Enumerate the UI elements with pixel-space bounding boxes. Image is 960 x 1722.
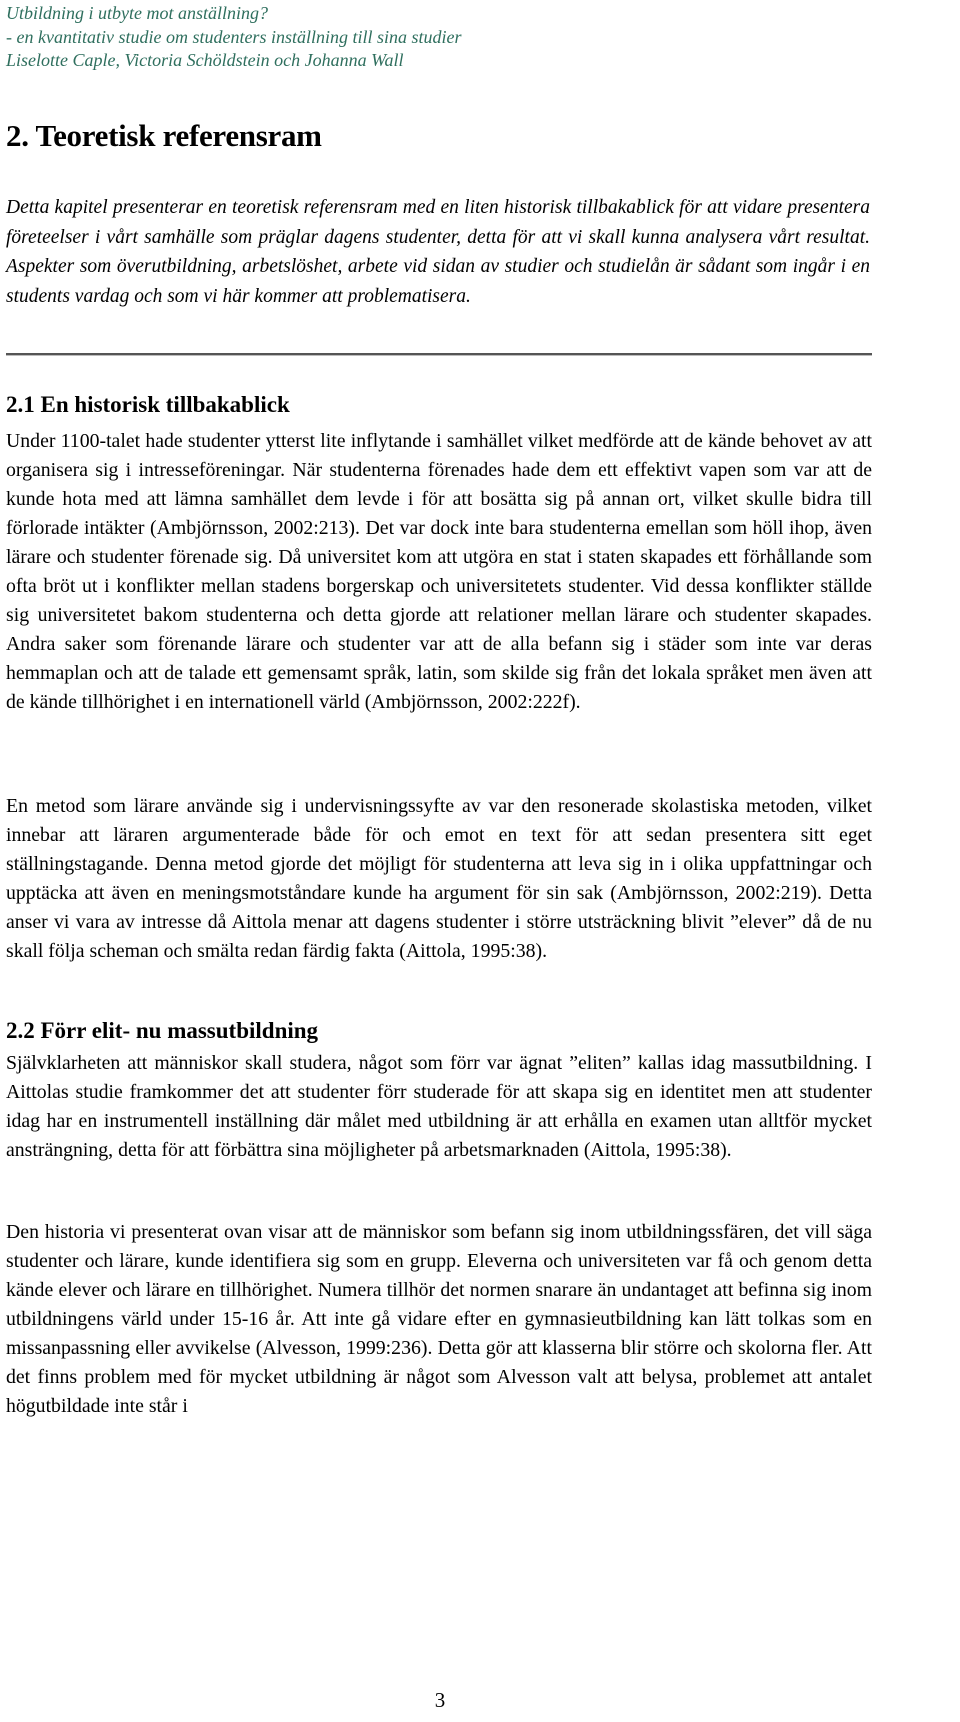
paragraph: Den historia vi presenterat ovan visar att de människor som befann sig inom utbildningssfären, det vill säga studenter och lärare, kunde identifiera sig som en grupp. Eleverna och universiteten var få och genom detta kände elever och lärare en tillhörighet. Numera tillhör det normen snarare än undantaget att befinna sig inom utbildningens värld under 15-16 år. Att inte gå vidare efter en gymnasieutbildning kan lätt tolkas som en missanpassning eller avvikelse (Alvesson, 1999:236). Detta gör att klasserna blir större och skolorna fler. Att det finns problem med för mycket utbildning är något som Alvesson valt att belysa, problemet att antalet högutbildade inte står i [6, 1221, 872, 1417]
page-number: 3 [434, 1688, 446, 1712]
section-heading-2-1: 2.1 En historisk tillbakablick [6, 392, 290, 417]
paragraph: Självklarheten att människor skall studera, något som förr var ägnat ”eliten” kallas idag massutbildning. I Aittolas studie framkommer det att studenter förr studerade för att skapa sig en identitet men att studenter idag har en instrumentell inställning där målet med utbildning är att erhålla en examen utan alltför mycket ansträngning, detta för att förbättra sina möjligheter på arbetsmarknaden (Aittola, 1995:38). [6, 1052, 872, 1161]
header-title: Utbildning i utbyte mot anställning? [6, 3, 268, 23]
running-header [6, 2, 886, 73]
header-subtitle: - en kvantitativ studie om studenters inställning till sina studier [6, 26, 462, 47]
section-heading-2-2: 2.2 Förr elit- nu massutbildning [6, 1018, 319, 1043]
chapter-intro: Detta kapitel presenterar en teoretisk referensram med en liten historisk tillbakablick för att vidare presentera företeelser i vårt samhälle som präglar dagens studenter, detta för att vi skall kunna analysera vårt resultat. Aspekter som överutbildning, arbetslöshet, arbete vid sidan av studier och studielån är sådant som ingår i en students vardag och som vi här kommer att problematisera. [6, 197, 870, 307]
header-authors: Liselotte Caple, Victoria Schöldstein och Johanna Wall [6, 50, 404, 70]
section-divider [6, 353, 872, 355]
paragraph: En metod som lärare använde sig i undervisningssyfte av var den resonerade skolastiska metoden, vilket innebar att läraren argumenterade både för och emot en text för att sedan presentera sitt eget ställningstagande. Denna metod gjorde det möjligt för studenterna att leva sig in i olika uppfattningar och upptäcka att även en meningsmotståndare kunde ha argument för sin sak (Ambjörnsson, 2002:219). Detta anser vi vara av intresse då Aittola menar att dagens studenter i större utsträckning blivit ”elever” då de nu skall följa scheman och smälta redan färdig fakta (Aittola, 1995:38). [6, 795, 872, 962]
paragraph: Under 1100-talet hade studenter ytterst lite inflytande i samhället vilket medförde att de kände behovet av att organisera sig i intresseföreningar. När studenterna förenades hade dem ett effektivt vapen som var att de kunde hota med att lämna samhället dem levde i för att bosätta sig på annan ort, vilket skulle bidra till förlorade intäkter (Ambjörnsson, 2002:213). Det var dock inte bara studenterna emellan som höll ihop, även lärare och studenter förenade sig. Då universitet kom att utgöra en stat i staten skapades ett förhållande som ofta bröt ut i konflikter mellan stadens borgerskap och universitetets studenter. Vid dessa konflikter ställde sig universitetet bakom studenterna och detta gjorde att relationer mellan lärare och studenter skapades. Andra saker som förenande lärare och studenter var att de alla befann sig i städer som inte var deras hemmaplan och att de talade ett gemensamt språk, latin, som skilde sig från det lokala språket men även att de kände tillhörighet i en internationell värld (Ambjörnsson, 2002:222f). [6, 430, 872, 713]
chapter-title: 2. Teoretisk referensram [6, 118, 322, 153]
